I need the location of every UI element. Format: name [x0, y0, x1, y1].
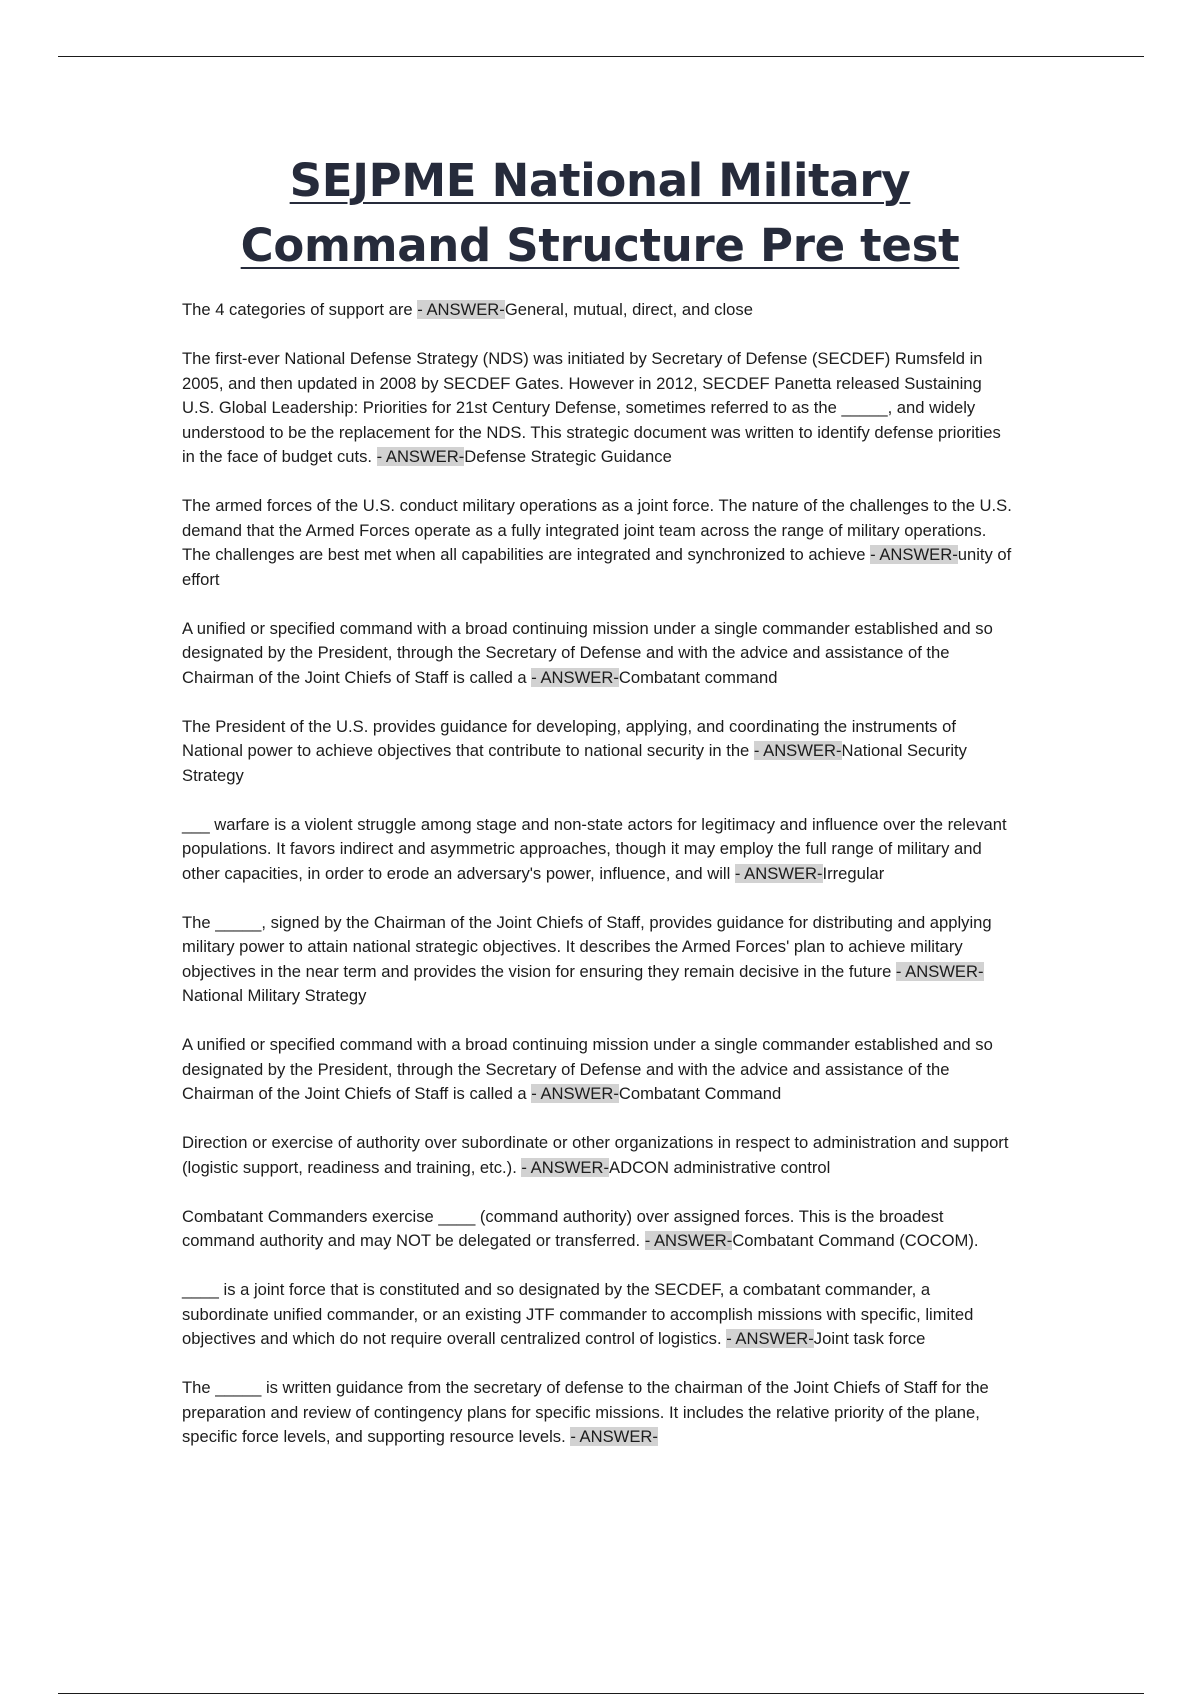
question-text: The _____ is written guidance from the secretary of defense to the chairman of the Joint Chiefs of Staff for the preparation and review of contingency plans for specific missions. It includes the relative priority of the plane, specific force levels, and supporting resource levels.: [182, 1378, 989, 1446]
bottom-rule: [58, 1693, 1144, 1694]
answer-marker: - ANSWER-: [531, 667, 619, 687]
answer-marker: - ANSWER-: [531, 1084, 619, 1103]
qa-item-11: [182, 1278, 1018, 1352]
qa-item-5: [182, 715, 1018, 789]
answer-marker: - ANSWER-: [570, 1427, 658, 1446]
answer-text: Irregular: [822, 863, 885, 883]
answer-text: National Military Strategy: [182, 986, 367, 1005]
answer-marker: - ANSWER-: [417, 300, 505, 319]
question-text: A unified or specified command with a broad continuing mission under a single commander established and so designated by the President, through the Secretary of Defense and with the advice and assistance of the Chairman of the Joint Chiefs of Staff is called a: [182, 618, 993, 687]
qa-item-12: [182, 1376, 1018, 1450]
answer-text: Combatant Command: [618, 1084, 782, 1103]
answer-marker: - ANSWER-: [644, 1231, 733, 1250]
answer-text: Combatant command: [618, 667, 778, 687]
answer-text: unity of effort: [182, 545, 1012, 589]
answer-marker: - ANSWER-: [895, 961, 984, 981]
answer-text: Joint task force: [813, 1329, 926, 1348]
qa-item-4: [182, 617, 1018, 691]
question-text: The President of the U.S. provides guidance for developing, applying, and coordinating the instruments of National power to achieve objectives that contribute to national security in the: [182, 716, 956, 760]
answer-text: Combatant Command (COCOM).: [732, 1231, 979, 1250]
qa-item-10: [182, 1205, 1018, 1254]
qa-item-9: [182, 1131, 1018, 1180]
qa-item-8: [182, 1033, 1018, 1107]
qa-item-2: [182, 347, 1018, 470]
document-title: [160, 148, 1040, 278]
question-text: ___ warfare is a violent struggle among stage and non-state actors for legitimacy and influence over the relevant populations. It favors indirect and asymmetric approaches, though it may employ the full range of military and other capacities, in order to erode an adversary's power, influence, and will: [182, 814, 1007, 883]
answer-marker: - ANSWER-: [734, 863, 823, 883]
question-text: ____ is a joint force that is constituted and so designated by the SECDEF, a combatant commander, a subordinate unified commander, or an existing JTF commander to accomplish missions with specific, limited objectives and which do not require overall centralized control of logistics.: [182, 1280, 974, 1348]
qa-item-1: [182, 298, 1018, 323]
answer-text: National Security Strategy: [182, 741, 967, 785]
qa-item-7: [182, 911, 1018, 1009]
answer-marker: - ANSWER-: [870, 545, 958, 564]
answer-text: General, mutual, direct, and close: [504, 300, 753, 319]
answer-text: ADCON administrative control: [609, 1157, 831, 1177]
question-text: A unified or specified command with a broad continuing mission under a single commander established and so designated by the President, through the Secretary of Defense and with the advice and assistance of the Chairman of the Joint Chiefs of Staff is called a: [182, 1035, 993, 1103]
document-title-text: SEJPME National Military Command Structure Pre test: [240, 154, 960, 272]
answer-marker: - ANSWER-: [521, 1157, 610, 1177]
qa-item-3: [182, 494, 1018, 592]
answer-marker: - ANSWER-: [753, 741, 842, 760]
question-text: Combatant Commanders exercise ____ (command authority) over assigned forces. This is the broadest command authority and may NOT be delegated or transferred.: [182, 1206, 944, 1250]
answer-marker: - ANSWER-: [376, 447, 465, 466]
question-text: The first-ever National Defense Strategy (NDS) was initiated by Secretary of Defense (SECDEF) Rumsfeld in 2005, and then updated in 2008 by SECDEF Gates. However in 2012, SECDEF Panetta released Sustaining U.S. Global Leadership: Priorities for 21st Century Defense, sometimes referred to as the _____, and widely understood to be the replacement for the NDS. This strategic document was written to identify defense priorities in the face of budget cuts.: [182, 349, 1001, 466]
question-text: Direction or exercise of authority over subordinate or other organizations in respect to administration and support (logistic support, readiness and training, etc.).: [182, 1133, 1009, 1177]
question-text: The 4 categories of support are: [182, 300, 418, 319]
question-text: The armed forces of the U.S. conduct military operations as a joint force. The nature of the challenges to the U.S. demand that the Armed Forces operate as a fully integrated joint team across the range of military operations. The challenges are best met when all capabilities are integrated and synchronized to achieve: [182, 496, 1012, 564]
qa-item-6: [182, 813, 1018, 887]
qa-list: [182, 298, 1018, 1474]
question-text: The _____, signed by the Chairman of the Joint Chiefs of Staff, provides guidance for distributing and applying military power to attain national strategic objectives. It describes the Armed Forces' plan to achieve military objectives in the near term and provides the vision for ensuring they remain decisive in the future: [182, 912, 992, 981]
answer-text: Defense Strategic Guidance: [464, 447, 672, 466]
top-rule: [58, 56, 1144, 57]
answer-marker: - ANSWER-: [726, 1329, 814, 1348]
